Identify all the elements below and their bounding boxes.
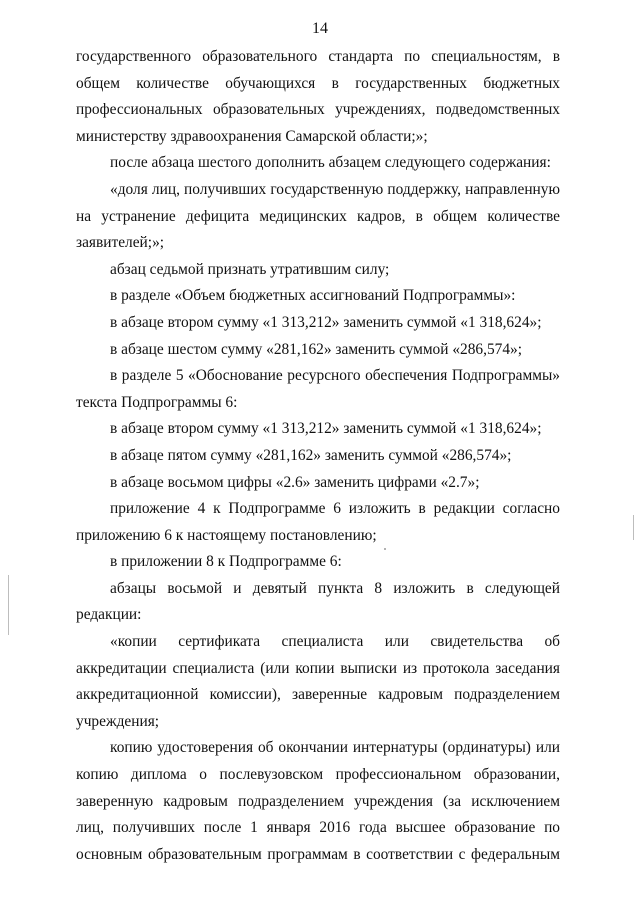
paragraph: абзацы восьмой и девятый пункта 8 изложить в следующей редакции:: [76, 579, 560, 624]
scan-edge-mark: [633, 515, 634, 540]
paragraph: абзац седьмой признать утратившим силу;: [110, 260, 390, 278]
scan-edge-mark: [8, 575, 9, 635]
paragraph: приложение 4 к Подпрограмме 6 изложить в редакции согласно приложению 6 к настоящему постановлению;: [76, 500, 560, 544]
paragraph: в абзаце шестом сумму «281,162» заменить суммой «286,574»;: [110, 340, 523, 358]
paragraph: «копии сертификата специалиста или свидетельства об аккредитации специалиста (или копии выписки из протокола заседания аккредитационной комиссии), заверенные кадровым подразделением учреждения;: [76, 633, 560, 730]
paragraph: в абзаце втором сумму «1 313,212» заменить суммой «1 318,624»;: [110, 313, 542, 331]
page-number: 14: [312, 20, 328, 37]
paragraph: в абзаце восьмом цифры «2.6» заменить цифрами «2.7»;: [110, 473, 480, 491]
paragraph: государственного образовательного стандарта по специальностям, в общем количестве обучающихся в государственных бюджетных профессиональных образовательных учреждениях, подведомственных министерству здравоохранения Самарской области;»;: [76, 48, 560, 145]
scan-dot-mark: [384, 548, 386, 550]
paragraph: в приложении 8 к Подпрограмме 6:: [110, 553, 342, 571]
paragraph: в разделе «Объем бюджетных ассигнований Подпрограммы»:: [110, 287, 516, 305]
paragraph: «доля лиц, получивших государственную поддержку, направленную на устранение дефицита медицинских кадров, в общем количестве заявителей;»;: [76, 180, 560, 252]
paragraph: в разделе 5 «Обоснование ресурсного обеспечения Подпрограммы» текста Подпрограммы 6:: [76, 367, 560, 411]
paragraph: в абзаце втором сумму «1 313,212» заменить суммой «1 318,624»;: [110, 420, 542, 438]
paragraph: после абзаца шестого дополнить абзацем следующего содержания:: [110, 154, 551, 172]
paragraph: в абзаце пятом сумму «281,162» заменить суммой «286,574»;: [110, 446, 512, 464]
document-body: [76, 44, 560, 868]
paragraph: копию удостоверения об окончании интернатуры (ординатуры) или копию диплома о послевузовском профессиональном образовании, заверенную кадровым подразделением учреждения (за исключением лиц, получивших после 1 января 2016 года высшее образование по основным образовательным программам в соответствии с федеральным: [76, 739, 560, 863]
